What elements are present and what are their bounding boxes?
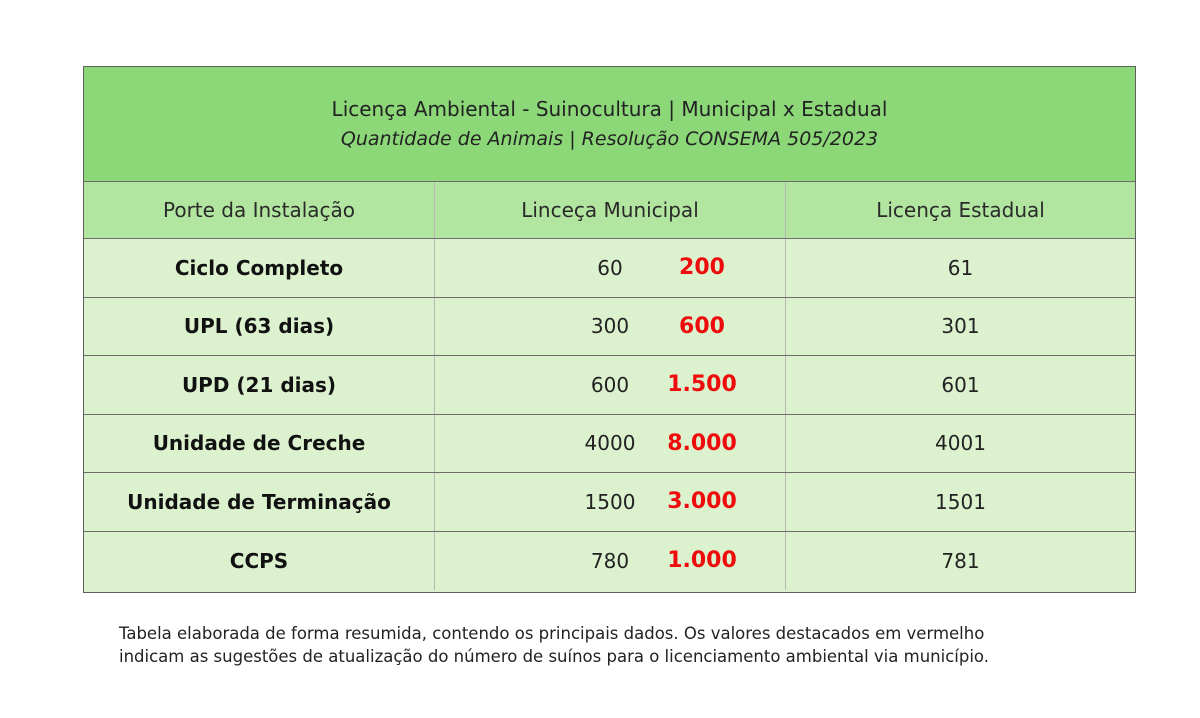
municipal-cell	[435, 298, 786, 356]
porte-cell: Unidade de Terminação	[84, 473, 435, 531]
municipal-current-value: 60	[597, 255, 623, 280]
porte-cell: Ciclo Completo	[84, 239, 435, 297]
municipal-suggested-value: 200	[679, 255, 725, 281]
table-row	[84, 298, 1135, 357]
porte-cell: UPL (63 dias)	[84, 298, 435, 356]
porte-cell: CCPS	[84, 532, 435, 591]
header-porte: Porte da Instalação	[84, 182, 435, 238]
municipal-cell	[435, 532, 786, 591]
municipal-cell	[435, 239, 786, 297]
municipal-cell	[435, 415, 786, 473]
municipal-suggested-value: 3.000	[667, 489, 737, 515]
table-row	[84, 473, 1135, 532]
estadual-cell: 61	[947, 255, 974, 280]
porte-cell: Unidade de Creche	[84, 415, 435, 473]
municipal-current-value: 600	[590, 372, 630, 397]
municipal-current-value: 1500	[584, 489, 636, 514]
estadual-cell: 4001	[935, 431, 986, 456]
table-title-row	[84, 67, 1135, 182]
porte-cell: UPD (21 dias)	[84, 356, 435, 414]
footnote-line-1: Tabela elaborada de forma resumida, contendo os principais dados. Os valores destacados em vermelho	[119, 624, 985, 643]
table-subtitle: Quantidade de Animais | Resolução CONSEMA 505/2023	[340, 128, 879, 150]
table-row	[84, 356, 1135, 415]
table-row	[84, 532, 1135, 591]
municipal-current-value: 4000	[584, 431, 636, 456]
municipal-current-value: 780	[590, 548, 630, 573]
table-header-row	[84, 182, 1135, 239]
table-title: Licença Ambiental - Suinocultura | Municipal x Estadual	[331, 97, 888, 121]
header-municipal: Linceça Municipal	[435, 182, 786, 238]
municipal-cell	[435, 473, 786, 531]
estadual-cell: 781	[941, 548, 980, 573]
municipal-suggested-value: 8.000	[667, 430, 737, 456]
footnote-line-2: indicam as sugestões de atualização do número de suínos para o licenciamento ambiental via município.	[119, 647, 989, 666]
municipal-suggested-value: 600	[679, 313, 725, 339]
municipal-suggested-value: 1.500	[667, 372, 737, 398]
table-row	[84, 239, 1135, 298]
municipal-cell	[435, 356, 786, 414]
license-table	[83, 66, 1136, 593]
municipal-current-value: 300	[590, 314, 630, 339]
header-estadual: Licença Estadual	[876, 198, 1045, 222]
estadual-cell: 1501	[935, 489, 986, 514]
estadual-cell: 601	[941, 372, 980, 397]
footnote	[119, 622, 1099, 668]
table-row	[84, 415, 1135, 474]
municipal-suggested-value: 1.000	[667, 548, 737, 574]
estadual-cell: 301	[941, 314, 980, 339]
